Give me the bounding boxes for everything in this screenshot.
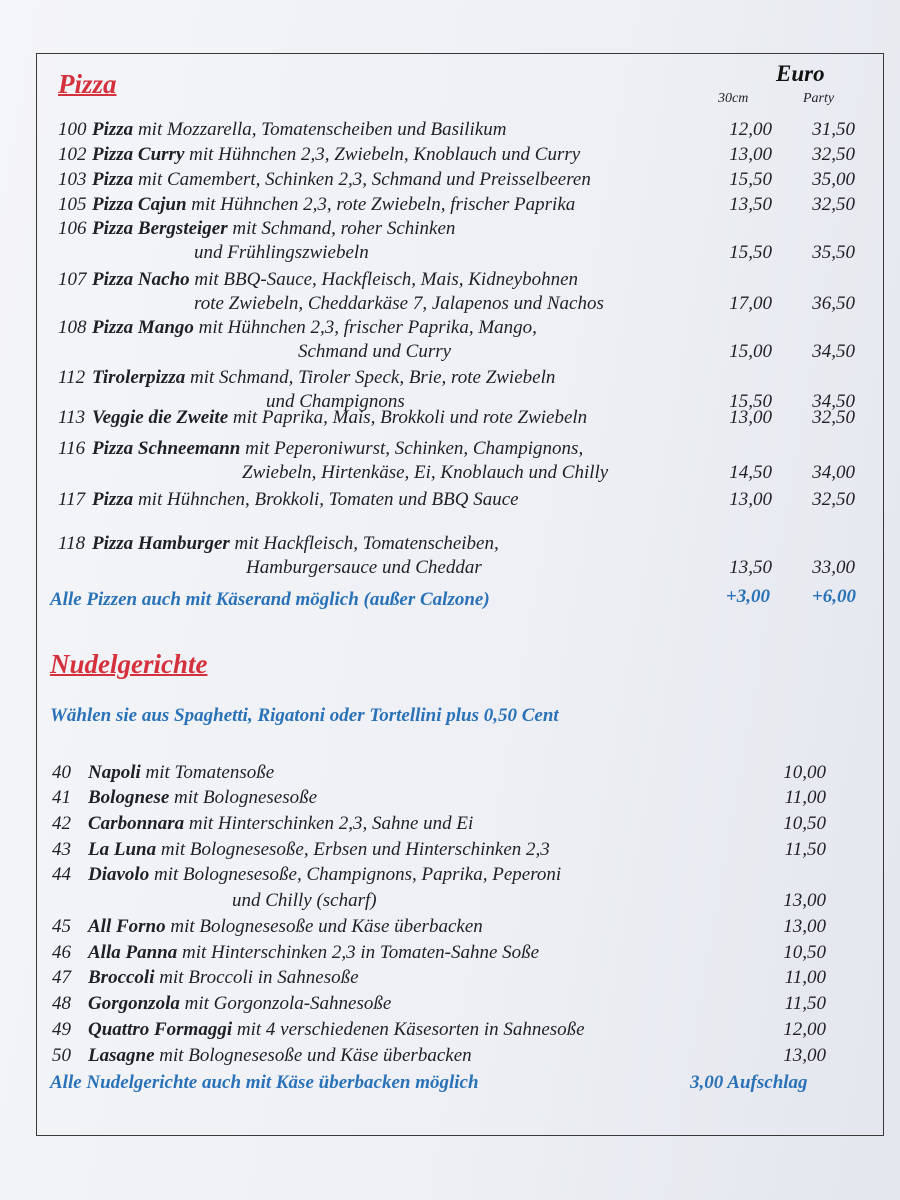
pizza-item-line2: und Frühlingszwiebeln (194, 242, 369, 263)
pasta-heading: Nudelgerichte (50, 649, 208, 679)
item-number: 42 (52, 813, 71, 834)
pizza-price-party: 32,50 (812, 489, 855, 510)
pizza-item-line1 (58, 267, 578, 293)
pizza-item-line1 (58, 142, 580, 168)
item-description: mit Bolognesesoße und Käse überbacken (154, 1045, 472, 1066)
item-name: Pizza Bergsteiger (92, 218, 228, 239)
pizza-price-30cm: 15,00 (729, 341, 772, 362)
item-number: 106 (58, 218, 87, 239)
item-name: La Luna (88, 839, 157, 860)
pasta-item-line1 (52, 862, 561, 888)
pasta-price: 11,00 (784, 787, 826, 808)
pizza-price-30cm: 13,00 (729, 144, 772, 165)
pasta-price: 13,00 (783, 890, 826, 911)
item-description: mit Bolognesesoße, Erbsen und Hinterschinken 2,3 (156, 839, 550, 860)
item-name: Bolognese (88, 787, 170, 808)
pizza-heading: Pizza (58, 69, 117, 99)
pizza-item-line1 (58, 487, 519, 513)
pizza-item-line1 (58, 531, 499, 557)
pizza-item-line2: Schmand und Curry (298, 341, 452, 362)
pizza-price-30cm: 13,50 (729, 194, 772, 215)
item-name: Tirolerpizza (92, 367, 186, 388)
item-description: mit Broccoli in Sahnesoße (154, 967, 359, 988)
item-number: 105 (58, 194, 87, 215)
pasta-price: 11,50 (784, 839, 826, 860)
pizza-price-30cm: 15,50 (729, 169, 772, 190)
pizza-price-party: 31,50 (812, 119, 855, 140)
item-description: mit Bolognesesoße und Käse überbacken (165, 916, 483, 937)
pizza-price-30cm: 13,00 (729, 489, 772, 510)
pizza-price-30cm: 15,50 (729, 242, 772, 263)
item-description: mit Hackfleisch, Tomatenscheiben, (229, 533, 499, 554)
pizza-item-line2: Zwiebeln, Hirtenkäse, Ei, Knoblauch und Chilly (242, 462, 609, 483)
pasta-price: 11,50 (784, 993, 826, 1014)
item-number: 41 (52, 787, 71, 808)
pasta-price: 11,00 (784, 967, 826, 988)
item-name: Broccoli (88, 967, 155, 988)
pizza-item-line1 (58, 315, 537, 341)
pizza-item-line1 (58, 365, 555, 391)
pasta-item-line2: und Chilly (scharf) (232, 890, 377, 911)
pizza-item-line1 (58, 405, 587, 431)
currency-label: Euro (776, 61, 825, 86)
item-description: mit Schmand, roher Schinken (227, 218, 456, 239)
pizza-item-line1 (58, 216, 455, 242)
pizza-price-30cm: 12,00 (729, 119, 772, 140)
item-description: mit Hinterschinken 2,3 in Tomaten-Sahne Soße (177, 942, 540, 963)
pizza-price-party: 34,50 (812, 391, 855, 412)
pizza-price-party: 35,00 (812, 169, 855, 190)
pasta-price: 13,00 (783, 1045, 826, 1066)
item-description: mit Camembert, Schinken 2,3, Schmand und Preisselbeeren (133, 169, 591, 190)
pizza-crust-note: Alle Pizzen auch mit Käserand möglich (außer Calzone) (50, 589, 490, 610)
pizza-crust-price-30cm: +3,00 (725, 586, 770, 607)
item-number: 100 (58, 119, 87, 140)
pasta-item-line1 (52, 965, 359, 991)
pizza-item-line1 (58, 436, 583, 462)
item-number: 117 (58, 489, 86, 510)
pizza-price-30cm: 13,00 (729, 407, 772, 428)
item-name: Pizza (92, 169, 134, 190)
item-description: mit Schmand, Tiroler Speck, Brie, rote Zwiebeln (185, 367, 556, 388)
item-name: Lasagne (88, 1045, 155, 1066)
item-number: 50 (52, 1045, 71, 1066)
pizza-price-party: 34,50 (812, 341, 855, 362)
pasta-item-line1 (52, 1043, 472, 1069)
item-name: Quattro Formaggi (88, 1019, 233, 1040)
pizza-price-party: 34,00 (812, 462, 855, 483)
item-number: 48 (52, 993, 71, 1014)
item-number: 102 (58, 144, 87, 165)
pasta-cheese-note: Alle Nudelgerichte auch mit Käse überbacken möglich (50, 1072, 479, 1093)
pasta-item-line1 (52, 914, 483, 940)
item-name: Pizza Nacho (92, 269, 190, 290)
item-description: mit Hühnchen 2,3, rote Zwiebeln, frischer Paprika (186, 194, 576, 215)
item-name: Veggie die Zweite (92, 407, 229, 428)
pasta-item-line1 (52, 837, 550, 863)
item-number: 45 (52, 916, 71, 937)
pizza-price-30cm: 13,50 (729, 557, 772, 578)
item-number: 113 (58, 407, 86, 428)
item-description: mit Hinterschinken 2,3, Sahne und Ei (184, 813, 474, 834)
item-description: mit Paprika, Mais, Brokkoli und rote Zwiebeln (228, 407, 588, 428)
item-number: 46 (52, 942, 71, 963)
pasta-cheese-price: 3,00 Aufschlag (690, 1072, 808, 1093)
item-number: 116 (58, 438, 86, 459)
pasta-item-line1 (52, 785, 317, 811)
pasta-item-line1 (52, 1017, 585, 1043)
pizza-item-line1 (58, 117, 506, 143)
item-number: 47 (52, 967, 71, 988)
item-name: Pizza (92, 489, 134, 510)
item-name: Pizza (92, 119, 134, 140)
item-name: Alla Panna (88, 942, 178, 963)
item-description: mit Bolognesesoße, Champignons, Paprika, Peperoni (149, 864, 562, 885)
pasta-choice-note: Wählen sie aus Spaghetti, Rigatoni oder Tortellini plus 0,50 Cent (50, 705, 559, 726)
item-name: All Forno (88, 916, 166, 937)
item-description: mit Mozzarella, Tomatenscheiben und Basilikum (133, 119, 507, 140)
item-number: 44 (52, 864, 71, 885)
pizza-price-party: 35,50 (812, 242, 855, 263)
item-name: Napoli (88, 762, 141, 783)
item-number: 107 (58, 269, 87, 290)
item-description: mit Hühnchen, Brokkoli, Tomaten und BBQ Sauce (133, 489, 519, 510)
pizza-price-party: 32,50 (812, 144, 855, 165)
pizza-item-line2: und Champignons (266, 391, 405, 412)
pasta-price: 10,50 (783, 813, 826, 834)
item-name: Diavolo (88, 864, 150, 885)
item-description: mit Peperoniwurst, Schinken, Champignons, (240, 438, 584, 459)
pasta-price: 12,00 (783, 1019, 826, 1040)
item-description: mit 4 verschiedenen Käsesorten in Sahnesoße (232, 1019, 585, 1040)
item-description: mit Gorgonzola-Sahnesoße (179, 993, 392, 1014)
pasta-item-line1 (52, 760, 274, 786)
pasta-price: 10,00 (783, 762, 826, 783)
item-number: 43 (52, 839, 71, 860)
item-name: Carbonnara (88, 813, 185, 834)
item-name: Pizza Hamburger (92, 533, 230, 554)
item-description: mit Tomatensoße (140, 762, 275, 783)
item-name: Pizza Curry (92, 144, 185, 165)
item-description: mit Bolognesesoße (169, 787, 318, 808)
pasta-item-line1 (52, 991, 391, 1017)
item-name: Pizza Mango (92, 317, 194, 338)
item-number: 118 (58, 533, 86, 554)
pasta-price: 10,50 (783, 942, 826, 963)
item-number: 108 (58, 317, 87, 338)
pizza-price-30cm: 14,50 (729, 462, 772, 483)
item-description: mit Hühnchen 2,3, Zwiebeln, Knoblauch und Curry (184, 144, 581, 165)
item-name: Pizza Schneemann (92, 438, 241, 459)
pizza-item-line2: rote Zwiebeln, Cheddarkäse 7, Jalapenos und Nachos (194, 293, 604, 314)
pizza-price-party: 32,50 (812, 194, 855, 215)
pizza-item-line2: Hamburgersauce und Cheddar (246, 557, 482, 578)
item-description: mit Hühnchen 2,3, frischer Paprika, Mango, (193, 317, 537, 338)
col-party-label: Party (803, 91, 835, 106)
pizza-crust-price-party: +6,00 (811, 586, 856, 607)
item-number: 112 (58, 367, 86, 388)
item-number: 40 (52, 762, 71, 783)
pizza-price-party: 33,00 (812, 557, 855, 578)
item-name: Pizza Cajun (92, 194, 187, 215)
item-number: 103 (58, 169, 87, 190)
col-30cm-label: 30cm (718, 91, 749, 106)
pizza-price-party: 32,50 (812, 407, 855, 428)
item-number: 49 (52, 1019, 71, 1040)
pasta-price: 13,00 (783, 916, 826, 937)
pizza-item-line1 (58, 192, 575, 218)
pizza-item-line1 (58, 167, 591, 193)
pizza-price-30cm: 17,00 (729, 293, 772, 314)
pasta-item-line1 (52, 940, 539, 966)
pizza-price-30cm: 15,50 (729, 391, 772, 412)
item-description: mit BBQ-Sauce, Hackfleisch, Mais, Kidneybohnen (189, 269, 578, 290)
item-name: Gorgonzola (88, 993, 180, 1014)
pasta-item-line1 (52, 811, 473, 837)
pizza-price-party: 36,50 (812, 293, 855, 314)
